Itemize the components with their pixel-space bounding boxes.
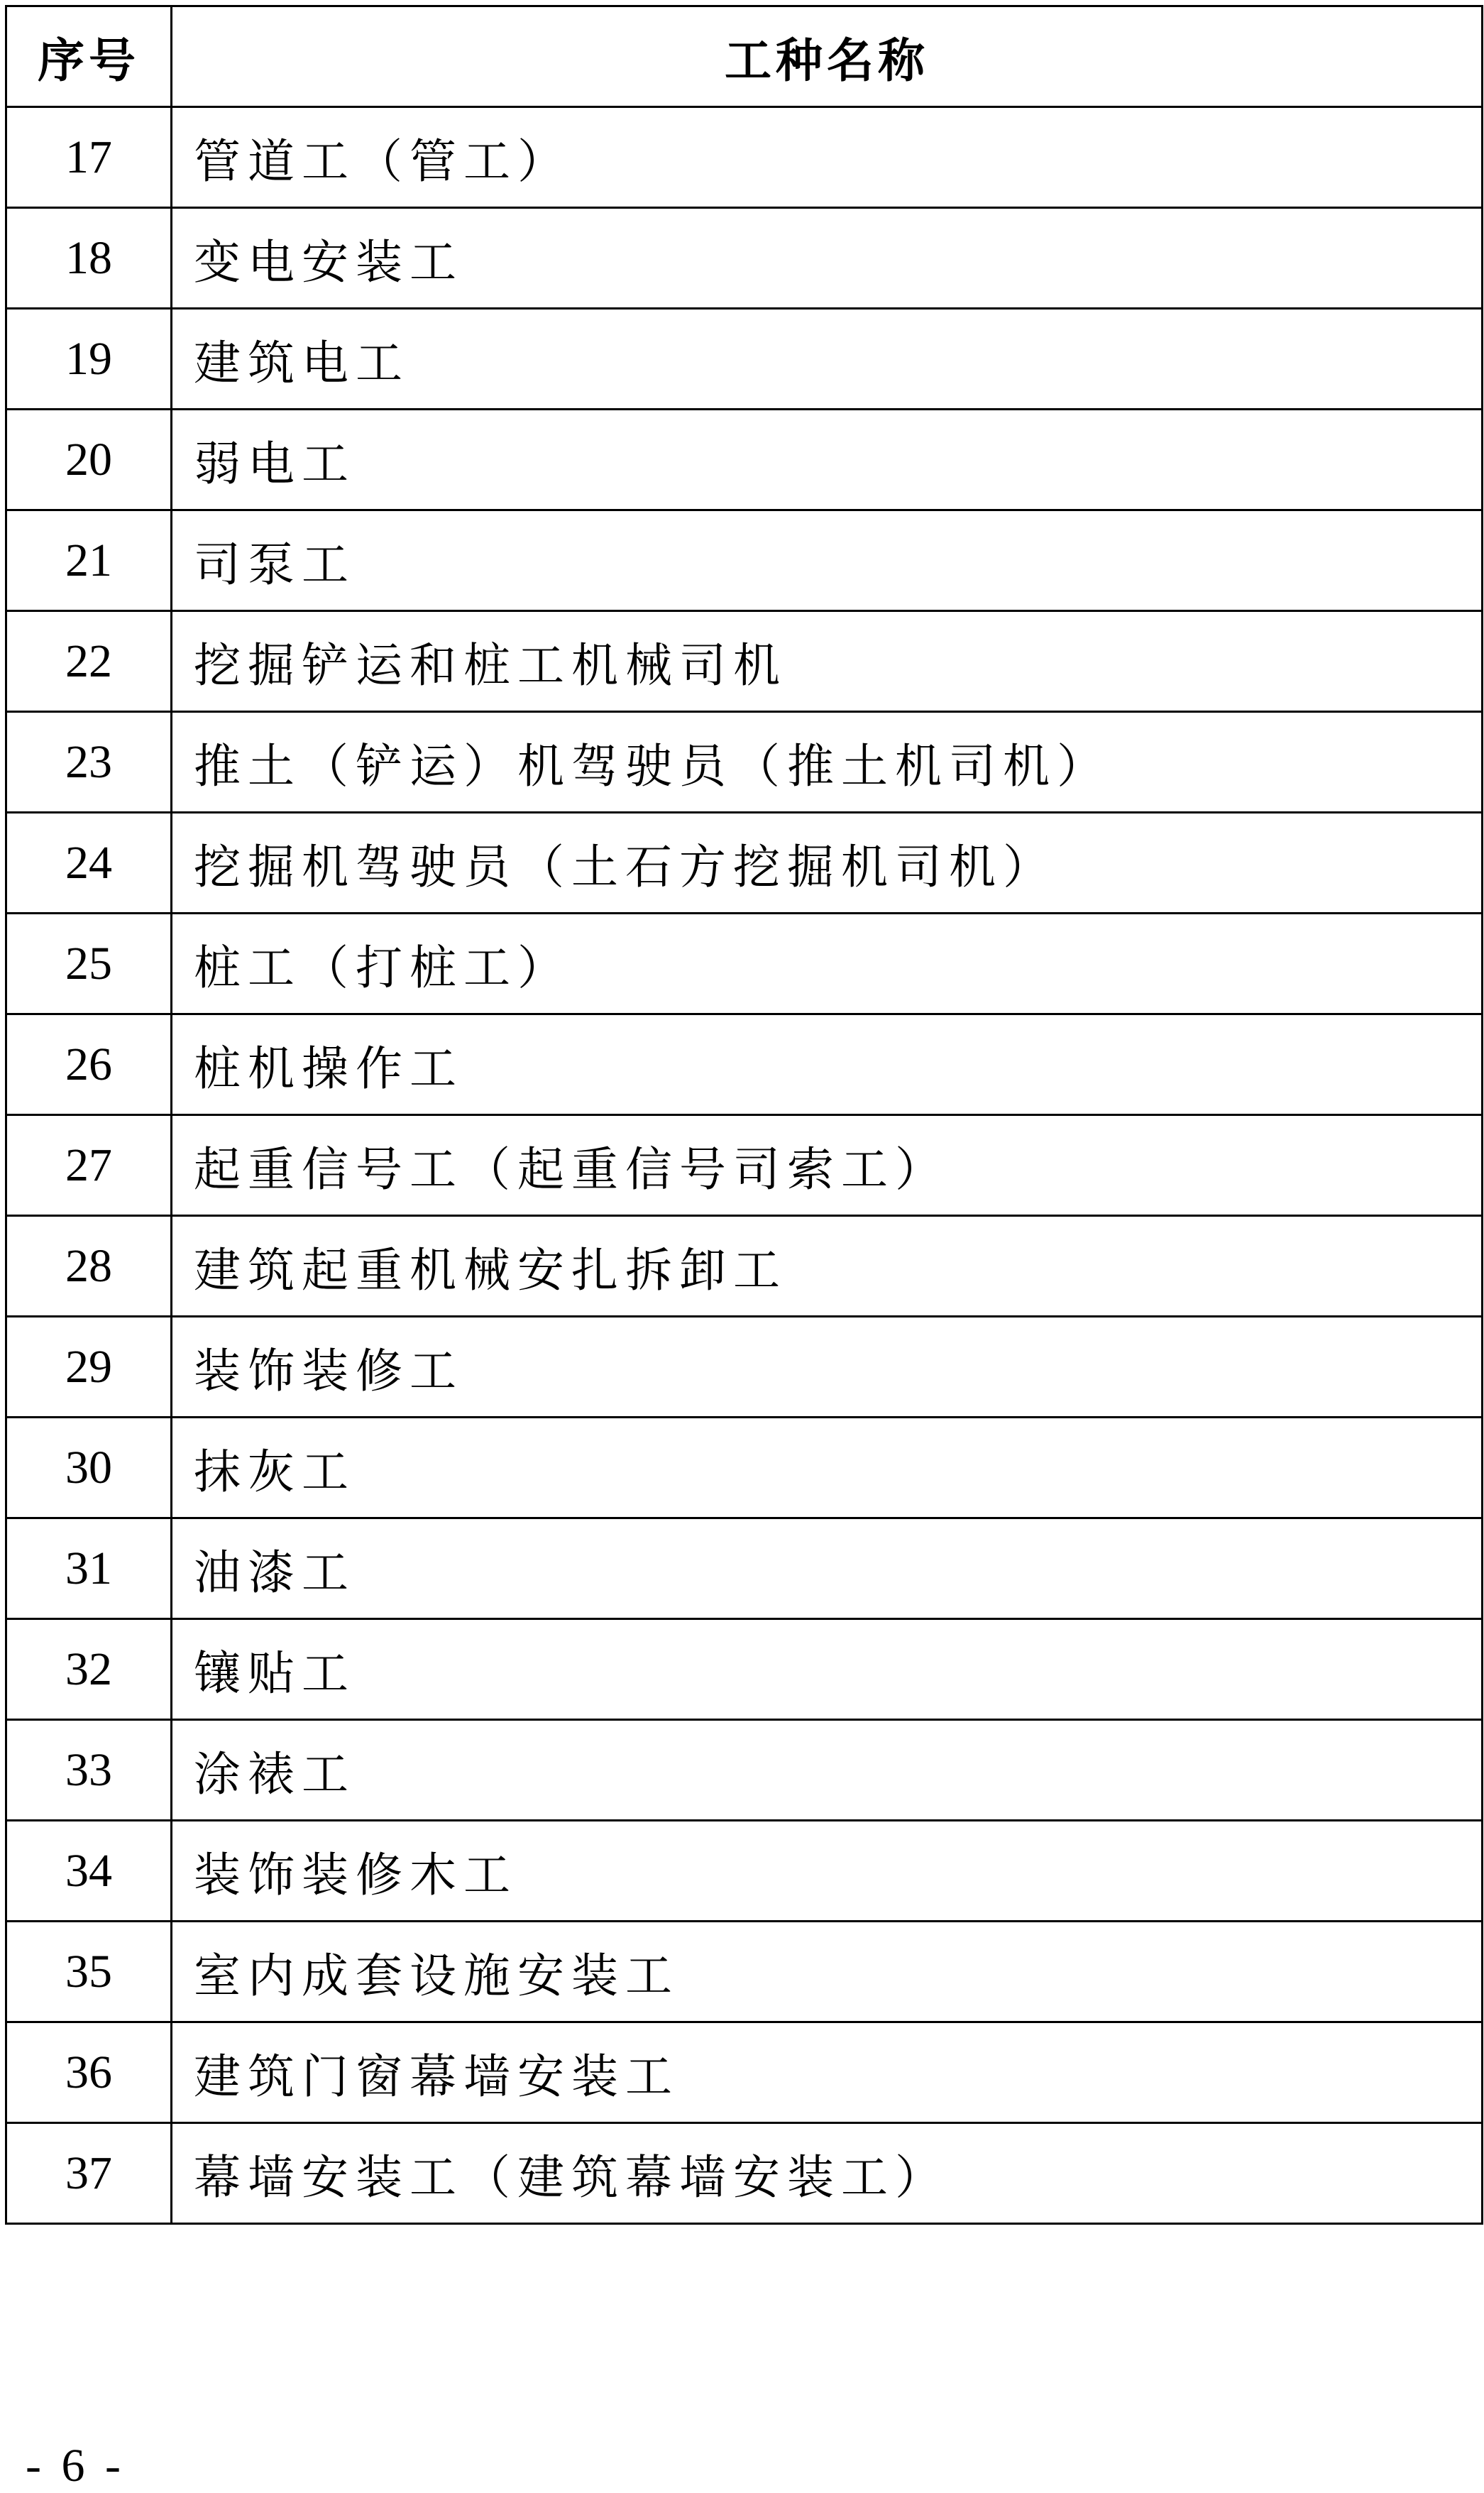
row-number: 31 xyxy=(6,1518,172,1619)
job-type-name: 建筑电工 xyxy=(172,309,1483,410)
row-number: 37 xyxy=(6,2123,172,2224)
job-type-name: 司泵工 xyxy=(172,510,1483,611)
table-row xyxy=(6,1518,1483,1619)
job-type-name: 挖掘铲运和桩工机械司机 xyxy=(172,611,1483,712)
row-number: 22 xyxy=(6,611,172,712)
job-type-name: 建筑门窗幕墙安装工 xyxy=(172,2022,1483,2123)
job-type-name: 油漆工 xyxy=(172,1518,1483,1619)
row-number: 34 xyxy=(6,1821,172,1922)
row-number: 36 xyxy=(6,2022,172,2123)
table-row xyxy=(6,107,1483,208)
table-body xyxy=(6,107,1483,2224)
table-row xyxy=(6,410,1483,510)
row-number: 29 xyxy=(6,1317,172,1418)
table-row xyxy=(6,2123,1483,2224)
job-type-name: 建筑起重机械安扎拆卸工 xyxy=(172,1216,1483,1317)
table-row xyxy=(6,1014,1483,1115)
table-row xyxy=(6,611,1483,712)
job-type-name: 装饰装修工 xyxy=(172,1317,1483,1418)
table-row xyxy=(6,1317,1483,1418)
row-number: 27 xyxy=(6,1115,172,1216)
table-row xyxy=(6,1922,1483,2022)
job-type-name: 室内成套设施安装工 xyxy=(172,1922,1483,2022)
header-row xyxy=(6,6,1483,107)
job-type-name: 挖掘机驾驶员（土石方挖掘机司机） xyxy=(172,813,1483,914)
job-type-name: 管道工（管工） xyxy=(172,107,1483,208)
table-row xyxy=(6,208,1483,309)
job-type-name: 装饰装修木工 xyxy=(172,1821,1483,1922)
job-type-name: 桩机操作工 xyxy=(172,1014,1483,1115)
row-number: 26 xyxy=(6,1014,172,1115)
header-job-name: 工种名称 xyxy=(172,6,1483,107)
job-type-name: 推土（铲运）机驾驶员（推土机司机） xyxy=(172,712,1483,813)
row-number: 20 xyxy=(6,410,172,510)
table-row xyxy=(6,1619,1483,1720)
row-number: 35 xyxy=(6,1922,172,2022)
job-type-name: 涂裱工 xyxy=(172,1720,1483,1821)
row-number: 28 xyxy=(6,1216,172,1317)
job-type-name: 镶贴工 xyxy=(172,1619,1483,1720)
row-number: 24 xyxy=(6,813,172,914)
row-number: 21 xyxy=(6,510,172,611)
row-number: 25 xyxy=(6,914,172,1014)
table-row xyxy=(6,813,1483,914)
job-type-name: 变电安装工 xyxy=(172,208,1483,309)
table-row xyxy=(6,712,1483,813)
row-number: 17 xyxy=(6,107,172,208)
row-number: 18 xyxy=(6,208,172,309)
row-number: 19 xyxy=(6,309,172,410)
table-row xyxy=(6,1115,1483,1216)
header-number: 序号 xyxy=(6,6,172,107)
job-type-name: 幕墙安装工（建筑幕墙安装工） xyxy=(172,2123,1483,2224)
table-row xyxy=(6,914,1483,1014)
job-type-name: 起重信号工（起重信号司索工） xyxy=(172,1115,1483,1216)
row-number: 32 xyxy=(6,1619,172,1720)
row-number: 33 xyxy=(6,1720,172,1821)
job-type-name: 桩工（打桩工） xyxy=(172,914,1483,1014)
table-row xyxy=(6,1216,1483,1317)
table-row xyxy=(6,309,1483,410)
job-type-table xyxy=(5,5,1483,2225)
row-number: 23 xyxy=(6,712,172,813)
page-number: - 6 - xyxy=(26,2440,125,2492)
row-number: 30 xyxy=(6,1418,172,1518)
table-row xyxy=(6,510,1483,611)
table-row xyxy=(6,1821,1483,1922)
job-type-name: 弱电工 xyxy=(172,410,1483,510)
table-header xyxy=(6,6,1483,107)
table-row xyxy=(6,1720,1483,1821)
table-row xyxy=(6,2022,1483,2123)
table-row xyxy=(6,1418,1483,1518)
job-type-name: 抹灰工 xyxy=(172,1418,1483,1518)
